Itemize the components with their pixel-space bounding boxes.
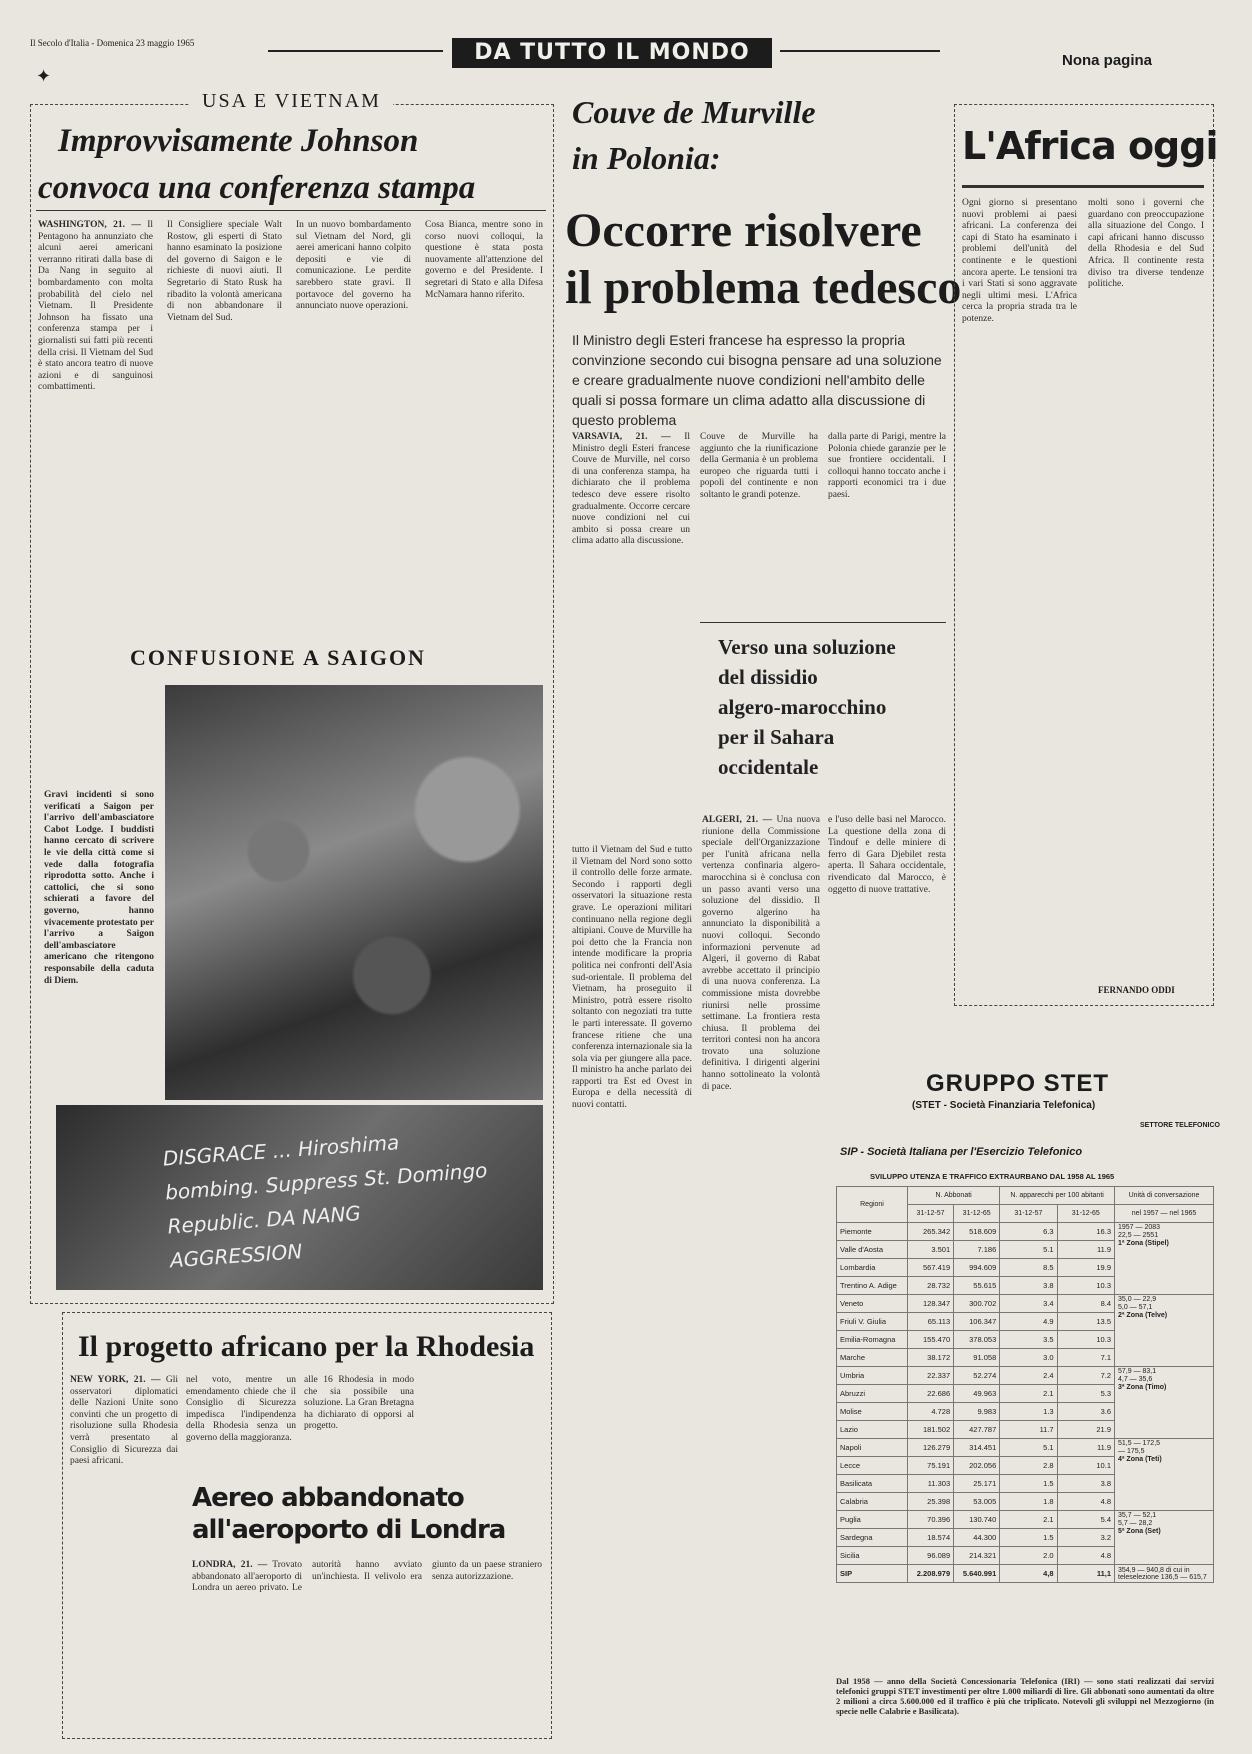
murville-headline-line2: in Polonia:: [572, 140, 721, 176]
africa-signature: FERNANDO ODDI: [1098, 985, 1175, 995]
stet-value-cell: 130.740: [954, 1511, 1000, 1529]
aereo-dateline: LONDRA, 21. —: [192, 1560, 268, 1570]
stet-value-cell: 265.342: [908, 1223, 954, 1241]
saigon-caption: Gravi incidenti si sono verificati a Saigon per l'arrivo dell'ambasciatore Cabot Lodge. I buddisti hanno cercato di scrivere le vie della città come si vede dalla fotografia riprodotta sotto. Anche i cattolici, che si sono schierati a favore del governo, hanno vivacemente protestato per l'arrivo a Saigon dell'ambasciatore americano che ritengono responsabile della caduta di Diem.: [44, 790, 154, 986]
murville-dateline: VARSAVIA, 21. —: [572, 432, 671, 442]
stet-year-3: 31-12-57: [1000, 1205, 1057, 1223]
stet-table-title: SVILUPPO UTENZA E TRAFFICO EXTRAURBANO DAL 1958 AL 1965: [870, 1172, 1115, 1181]
stet-value-cell: 8.4: [1057, 1295, 1114, 1313]
stet-value-cell: 7.2: [1057, 1367, 1114, 1385]
stet-table-body: [837, 1223, 1214, 1583]
stet-total-row: [837, 1565, 1214, 1583]
africa-rule: [962, 185, 1204, 188]
murville-col3: dalla parte di Parigi, mentre la Polonia chiede garanzie per le sue frontiere occidentali. I colloqui hanno toccato anche i rapporti economici tra i due paesi.: [828, 432, 946, 500]
stet-sip-title: SIP - Società Italiana per l'Esercizio Telefonico: [840, 1146, 1083, 1158]
stet-row: [837, 1295, 1214, 1313]
stet-value-cell: 1.5: [1000, 1475, 1057, 1493]
stet-region-cell: Puglia: [837, 1511, 908, 1529]
stet-value-cell: 2.1: [1000, 1511, 1057, 1529]
stet-value-cell: 11.9: [1057, 1241, 1114, 1259]
stet-value-cell: 10.1: [1057, 1457, 1114, 1475]
stet-zone-values: 22,5 — 2551: [1118, 1232, 1159, 1239]
algeria-dateline: ALGERI, 21. —: [702, 815, 773, 825]
stet-zone-label: 4ª Zona (Teti): [1118, 1456, 1162, 1463]
aereo-headline: [192, 1482, 505, 1546]
stet-value-cell: 5.1: [1000, 1439, 1057, 1457]
stet-region-cell: Umbria: [837, 1367, 908, 1385]
stet-region-cell: Abruzzi: [837, 1385, 908, 1403]
stet-total-value: 2.208.979: [908, 1565, 954, 1583]
stet-value-cell: 1.3: [1000, 1403, 1057, 1421]
saigon-photo-crowd: [165, 685, 543, 1100]
stet-value-cell: 1.8: [1000, 1493, 1057, 1511]
stet-region-cell: Piemonte: [837, 1223, 908, 1241]
stet-year-2: 31-12-65: [954, 1205, 1000, 1223]
stet-zone-values: — 175,5: [1118, 1448, 1145, 1455]
stet-value-cell: 6.3: [1000, 1223, 1057, 1241]
stet-value-cell: 49.963: [954, 1385, 1000, 1403]
stet-value-cell: 2.4: [1000, 1367, 1057, 1385]
stet-value-cell: 96.089: [908, 1547, 954, 1565]
rhodesia-dateline: NEW YORK, 21. —: [70, 1375, 161, 1385]
stet-value-cell: 5.4: [1057, 1511, 1114, 1529]
stet-year-1: 31-12-57: [908, 1205, 954, 1223]
stet-value-cell: 16.3: [1057, 1223, 1114, 1241]
stet-value-cell: 567.419: [908, 1259, 954, 1277]
stet-zone-label: 5ª Zona (Set): [1118, 1528, 1161, 1535]
johnson-col2: Il Consigliere speciale Walt Rostow, gli esperti di Stato hanno esaminato la posizione del governo di Saigon e le richieste di nuovi aiuti. Il Segretario di Stato Rusk ha ribadito la volontà americana di non abbandonare il Vietnam del Sud.: [167, 220, 282, 323]
stet-value-cell: 300.702: [954, 1295, 1000, 1313]
stet-region-cell: Lombardia: [837, 1259, 908, 1277]
murville-col1: VARSAVIA, 21. — Il Ministro degli Esteri francese Couve de Murville, nel corso di una conferenza stampa, ha dichiarato che il problema tedesco deve essere risolto gradualmente. Occorre cercare nuove condizioni nel cui ambito si possa creare un clima adatto alla discussione.: [572, 432, 690, 547]
masthead-rule-left: [268, 50, 443, 52]
stet-zone-label: 1ª Zona (Stipel): [1118, 1240, 1169, 1247]
murville-headline-line1: Couve de Murville: [572, 94, 816, 130]
stet-value-cell: 53.005: [954, 1493, 1000, 1511]
stet-region-cell: Molise: [837, 1403, 908, 1421]
stet-value-cell: 155.470: [908, 1331, 954, 1349]
stet-region-cell: Lazio: [837, 1421, 908, 1439]
stet-value-cell: 38.172: [908, 1349, 954, 1367]
johnson-col1: WASHINGTON, 21. — Il Pentagono ha annunziato che alcuni aerei americani verranno ritirati dalla base di Da Nang in seguito al bombardamento con molta probabilità del cielo nel Vietnam. Il Presidente Johnson ha fissato una conferenza stampa per i giornalisti sui fatti più recenti della crisi. Il Vietnam del Sud è stato ancora teatro di nuove azioni e di sanguinosi combattimenti.: [38, 220, 153, 393]
stet-value-cell: 25.398: [908, 1493, 954, 1511]
stet-region-cell: Sicilia: [837, 1547, 908, 1565]
stet-total-value: 11,1: [1057, 1565, 1114, 1583]
stet-value-cell: 21.9: [1057, 1421, 1114, 1439]
stet-header-apparecchi: N. apparecchi per 100 abitanti: [1000, 1187, 1115, 1205]
johnson-headline-line2: convoca una conferenza stampa: [38, 170, 476, 206]
stet-value-cell: 106.347: [954, 1313, 1000, 1331]
stet-zone-label: 3ª Zona (Timo): [1118, 1384, 1167, 1391]
johnson-col4: Cosa Bianca, mentre sono in corso nuovi colloqui, la questione è stata posta nuovamente all'attenzione del governo e del Presidente. I segretari di Stato e alla Difesa McNamara hanno riferito.: [425, 220, 543, 300]
stet-zone-cell: [1115, 1295, 1214, 1367]
stet-subtitle: (STET - Società Finanziaria Telefonica): [912, 1100, 1096, 1111]
rhodesia-headline: Il progetto africano per la Rhodesia: [78, 1330, 535, 1363]
stet-zone-values: 35,0 — 22,9: [1118, 1296, 1157, 1303]
stet-value-cell: 13.5: [1057, 1313, 1114, 1331]
masthead-dateline: Il Secolo d'Italia - Domenica 23 maggio 1965: [30, 38, 195, 48]
stet-value-cell: 3.8: [1057, 1475, 1114, 1493]
stet-value-cell: 181.502: [908, 1421, 954, 1439]
stet-value-cell: 4.8: [1057, 1547, 1114, 1565]
stet-value-cell: 28.732: [908, 1277, 954, 1295]
stet-table-wrap: [836, 1186, 1214, 1583]
stet-value-cell: 5.3: [1057, 1385, 1114, 1403]
murville-col2: Couve de Murville ha aggiunto che la riunificazione della Germania è un problema europeo che riguarda tutti i popoli del continente e non soltanto le grandi potenze.: [700, 432, 818, 500]
algeria-col2: e l'uso delle basi nel Marocco. La questione della zona di Tindouf e delle miniere di ferro di Gara Djebilet resta aperta. Il Sahara occidentale, rivendicato dal Marocco, è oggetto di nuove trattative.: [828, 815, 946, 895]
stet-value-cell: 3.501: [908, 1241, 954, 1259]
stet-region-cell: Veneto: [837, 1295, 908, 1313]
stet-footnote: Dal 1958 — anno della Società Concessionaria Telefonica (IRI) — sono stati realizzati dai servizi telefonici gruppi STET investimenti per oltre 1.000 miliardi di lire. Gli abbonati sono aumentati da oltre 2 milioni a circa 5.600.000 ed il traffico è più che triplicato. Notevoli gli sviluppi nel Mezzogiorno (in specie nelle Calabrie e Basilicata).: [836, 1676, 1214, 1716]
stet-value-cell: 202.056: [954, 1457, 1000, 1475]
stet-total-label: SIP: [837, 1565, 908, 1583]
stet-value-cell: 52.274: [954, 1367, 1000, 1385]
stet-value-cell: 214.321: [954, 1547, 1000, 1565]
stet-value-cell: 128.347: [908, 1295, 954, 1313]
stet-region-cell: Napoli: [837, 1439, 908, 1457]
stet-region-cell: Friuli V. Giulia: [837, 1313, 908, 1331]
africa-headline: L'Africa oggi: [962, 124, 1218, 168]
stet-value-cell: 3.4: [1000, 1295, 1057, 1313]
stet-total-value: 4,8: [1000, 1565, 1057, 1583]
stet-year-5: nel 1957 — nel 1965: [1115, 1205, 1214, 1223]
algeria-headline-line3: algero-marocchino: [718, 695, 887, 719]
stet-value-cell: 994.609: [954, 1259, 1000, 1277]
saigon-banner-text: DISGRACE ... Hiroshima bombing. Suppress St. Domingo Republic. DA NANG AGGRESSION: [162, 1130, 489, 1273]
rhodesia-col2: nel voto, mentre un emendamento chiede che il Consiglio di Sicurezza impedisca l'indipendenza della Rhodesia senza un governo della maggioranza.: [186, 1375, 296, 1443]
murville-main-headline-line1: Occorre risolvere: [565, 204, 922, 257]
stet-zone-cell: [1115, 1223, 1214, 1295]
stet-value-cell: 3.2: [1057, 1529, 1114, 1547]
stet-value-cell: 44.300: [954, 1529, 1000, 1547]
stet-region-cell: Calabria: [837, 1493, 908, 1511]
stet-value-cell: 4.8: [1057, 1493, 1114, 1511]
stet-value-cell: 2.0: [1000, 1547, 1057, 1565]
stet-value-cell: 10.3: [1057, 1331, 1114, 1349]
stet-value-cell: 7.186: [954, 1241, 1000, 1259]
stet-value-cell: 126.279: [908, 1439, 954, 1457]
stet-value-cell: 7.1: [1057, 1349, 1114, 1367]
page-number: Nona pagina: [1062, 52, 1153, 69]
stet-value-cell: 70.396: [908, 1511, 954, 1529]
stet-year-4: 31-12-65: [1057, 1205, 1114, 1223]
stet-value-cell: 5.1: [1000, 1241, 1057, 1259]
stet-value-cell: 9.983: [954, 1403, 1000, 1421]
stet-value-cell: 3.8: [1000, 1277, 1057, 1295]
stet-header-unita: Unità di conversazione: [1115, 1187, 1214, 1205]
stet-zone-values: 51,5 — 172,5: [1118, 1440, 1161, 1447]
aereo-body: LONDRA, 21. — Trovato abbandonato all'aeroporto di Londra un aereo privato. Le autorità hanno avviato un'inchiesta. Il velivolo era giunto da un paese straniero senza autorizzazione.: [192, 1560, 542, 1594]
murville-main-headline-line2: il problema tedesco: [565, 261, 962, 314]
stet-region-cell: Emilia-Romagna: [837, 1331, 908, 1349]
stet-value-cell: 55.615: [954, 1277, 1000, 1295]
stet-region-cell: Marche: [837, 1349, 908, 1367]
algeria-headline-line2: del dissidio: [718, 665, 818, 689]
stet-value-cell: 4.9: [1000, 1313, 1057, 1331]
stet-zone-values: 1957 — 2083: [1118, 1224, 1161, 1231]
stet-value-cell: 378.053: [954, 1331, 1000, 1349]
stet-zone-values: 35,7 — 52,1: [1118, 1512, 1157, 1519]
stet-zone-values: 5,0 — 57,1: [1118, 1304, 1153, 1311]
stet-row: [837, 1511, 1214, 1529]
stet-value-cell: 2.1: [1000, 1385, 1057, 1403]
stet-header-abbonati: N. Abbonati: [908, 1187, 1000, 1205]
rhodesia-col1: NEW YORK, 21. — Gli osservatori diplomatici delle Nazioni Unite sono convinti che un progetto di risoluzione sulla Rhodesia verrà presentato al Consiglio di Sicurezza dai paesi africani.: [70, 1375, 178, 1467]
algeria-col1: ALGERI, 21. — Una nuova riunione della Commissione speciale dell'Organizzazione per l'unità africana nella vertenza confinaria algero-marocchina si è conclusa con un passo avanti verso una soluzione del dissidio. Il governo algerino ha annunciato la disponibilità a nuovi colloqui. Secondo informazioni pervenute ad Algeri, il governo di Rabat avrebbe accettato il principio di una nuova conferenza. La commissione mista dovrebbe riunirsi nelle prossime settimane. La frontiera resta chiusa. Il problema dei territori contesi non ha ancora trovato una soluzione definitiva. I dirigenti algerini hanno sottolineato la volontà di pace.: [702, 815, 820, 1092]
johnson-headline-line1: Improvvisamente Johnson: [58, 123, 419, 159]
stet-value-cell: 8.5: [1000, 1259, 1057, 1277]
africa-col2: molti sono i governi che guardano con preoccupazione alla situazione del Congo. I capi africani hanno discusso della Rhodesia e del Sud Africa. Il continente resta diviso tra diverse tendenze politiche.: [1088, 198, 1204, 290]
stet-value-cell: 11.9: [1057, 1439, 1114, 1457]
stet-row: [837, 1367, 1214, 1385]
stet-sector: SETTORE TELEFONICO: [1140, 1122, 1220, 1129]
stet-value-cell: 65.113: [908, 1313, 954, 1331]
stet-zone-cell: [1115, 1511, 1214, 1565]
stet-header-regioni: Regioni: [837, 1187, 908, 1223]
stet-value-cell: 2.8: [1000, 1457, 1057, 1475]
stet-row: [837, 1223, 1214, 1241]
stet-zone-label: 2ª Zona (Telve): [1118, 1312, 1168, 1319]
johnson-kicker: USA E VIETNAM: [190, 90, 393, 113]
stet-zone-cell: [1115, 1439, 1214, 1511]
stet-value-cell: 25.171: [954, 1475, 1000, 1493]
stet-zone-values: 57,9 — 83,1: [1118, 1368, 1157, 1375]
stet-value-cell: 22.337: [908, 1367, 954, 1385]
masthead-rule-right: [780, 50, 940, 52]
stet-value-cell: 10.3: [1057, 1277, 1114, 1295]
stet-value-cell: 11.7: [1000, 1421, 1057, 1439]
algeria-headline-line1: Verso una soluzione: [718, 635, 896, 659]
stet-row: [837, 1439, 1214, 1457]
rhodesia-col3: alle 16 Rhodesia in modo che sia possibile una soluzione. La Gran Bretagna ha dichiarato di opporsi al progetto.: [304, 1375, 414, 1432]
saigon-headline: CONFUSIONE A SAIGON: [130, 645, 426, 670]
stet-region-cell: Trentino A. Adige: [837, 1277, 908, 1295]
stet-value-cell: 518.609: [954, 1223, 1000, 1241]
algeria-rule: [700, 622, 946, 623]
stet-table: [836, 1186, 1214, 1583]
stet-title: GRUPPO STET: [926, 1070, 1110, 1097]
africa-col1: Ogni giorno si presentano nuovi problemi ai paesi africani. La conferenza dei capi di Stato ha esaminato i problemi dell'unità del continente e le questioni ancora aperte. Le tensioni tra i vari Stati si sono aggravate negli ultimi mesi. L'Africa cerca la propria strada tra le potenze.: [962, 198, 1077, 324]
algeria-headline-line5: occidentale: [718, 755, 819, 779]
stet-region-cell: Lecce: [837, 1457, 908, 1475]
algeria-headline-line4: per il Sahara: [718, 725, 835, 749]
stet-value-cell: 1.5: [1000, 1529, 1057, 1547]
stet-value-cell: 91.058: [954, 1349, 1000, 1367]
algeria-headline: [718, 632, 896, 782]
section-banner: DA TUTTO IL MONDO: [452, 38, 772, 68]
aereo-headline-line1: Aereo abbandonato: [192, 1483, 464, 1513]
murville-standfirst: Il Ministro degli Esteri francese ha espresso la propria convinzione secondo cui bisogna pensare ad una soluzione e creare gradualmente nuove condizioni nell'ambito delle quali si possa formare un clima adatto alla discussione di questo problema: [572, 332, 942, 428]
stet-value-cell: 3.0: [1000, 1349, 1057, 1367]
stet-value-cell: 11.303: [908, 1475, 954, 1493]
stet-zone-values: 5,7 — 28,2: [1118, 1520, 1153, 1527]
stet-region-cell: Basilicata: [837, 1475, 908, 1493]
stet-total-value: 5.640.991: [954, 1565, 1000, 1583]
stet-value-cell: 314.451: [954, 1439, 1000, 1457]
stet-zone-cell: [1115, 1367, 1214, 1439]
stet-value-cell: 18.574: [908, 1529, 954, 1547]
aereo-headline-line2: all'aeroporto di Londra: [192, 1515, 506, 1545]
stet-region-cell: Sardegna: [837, 1529, 908, 1547]
stet-value-cell: 19.9: [1057, 1259, 1114, 1277]
stet-value-cell: 427.787: [954, 1421, 1000, 1439]
stet-region-cell: Valle d'Aosta: [837, 1241, 908, 1259]
stet-zone-values: 4,7 — 35,6: [1118, 1376, 1153, 1383]
stet-value-cell: 75.191: [908, 1457, 954, 1475]
stet-value-cell: 3.6: [1057, 1403, 1114, 1421]
headline-rule: [36, 210, 546, 211]
murville-col-mid: tutto il Vietnam del Sud e tutto il Vietnam del Nord sono sotto il controllo delle forze armate. Secondo i rapporti degli osservatori la situazione resta grave. Le operazioni militari continuano nella regione degli altipiani. Couve de Murville ha poi detto che la Francia non intende modificare la propria politica nei confronti dell'Asia sud-orientale. Il problema del Vietnam, ha proseguito il Ministro, potrà essere risolto soltanto con negoziati tra tutte le parti interessate. Il governo francese ritiene che una conferenza internazionale sia la sola via per giungere alla pace. Il ministro ha anche parlato dei rapporti tra Est ed Ovest in Europa e della necessità di nuovi contatti.: [572, 845, 692, 1111]
star-ornament-icon: ✦: [36, 66, 52, 87]
johnson-dateline: WASHINGTON, 21. —: [38, 220, 141, 230]
johnson-col3: In un nuovo bombardamento sul Vietnam del Nord, gli aerei americani hanno colpito depositi e vie di comunicazione. Le perdite sarebbero state gravi. Il portavoce del governo ha annunciato nuove operazioni.: [296, 220, 411, 312]
stet-total-zone: 354,9 — 940,8 di cui in teleselezione 136,5 — 615,7: [1115, 1565, 1214, 1583]
stet-value-cell: 22.686: [908, 1385, 954, 1403]
saigon-photo-banner: [56, 1105, 543, 1290]
stet-value-cell: 3.5: [1000, 1331, 1057, 1349]
stet-value-cell: 4.728: [908, 1403, 954, 1421]
